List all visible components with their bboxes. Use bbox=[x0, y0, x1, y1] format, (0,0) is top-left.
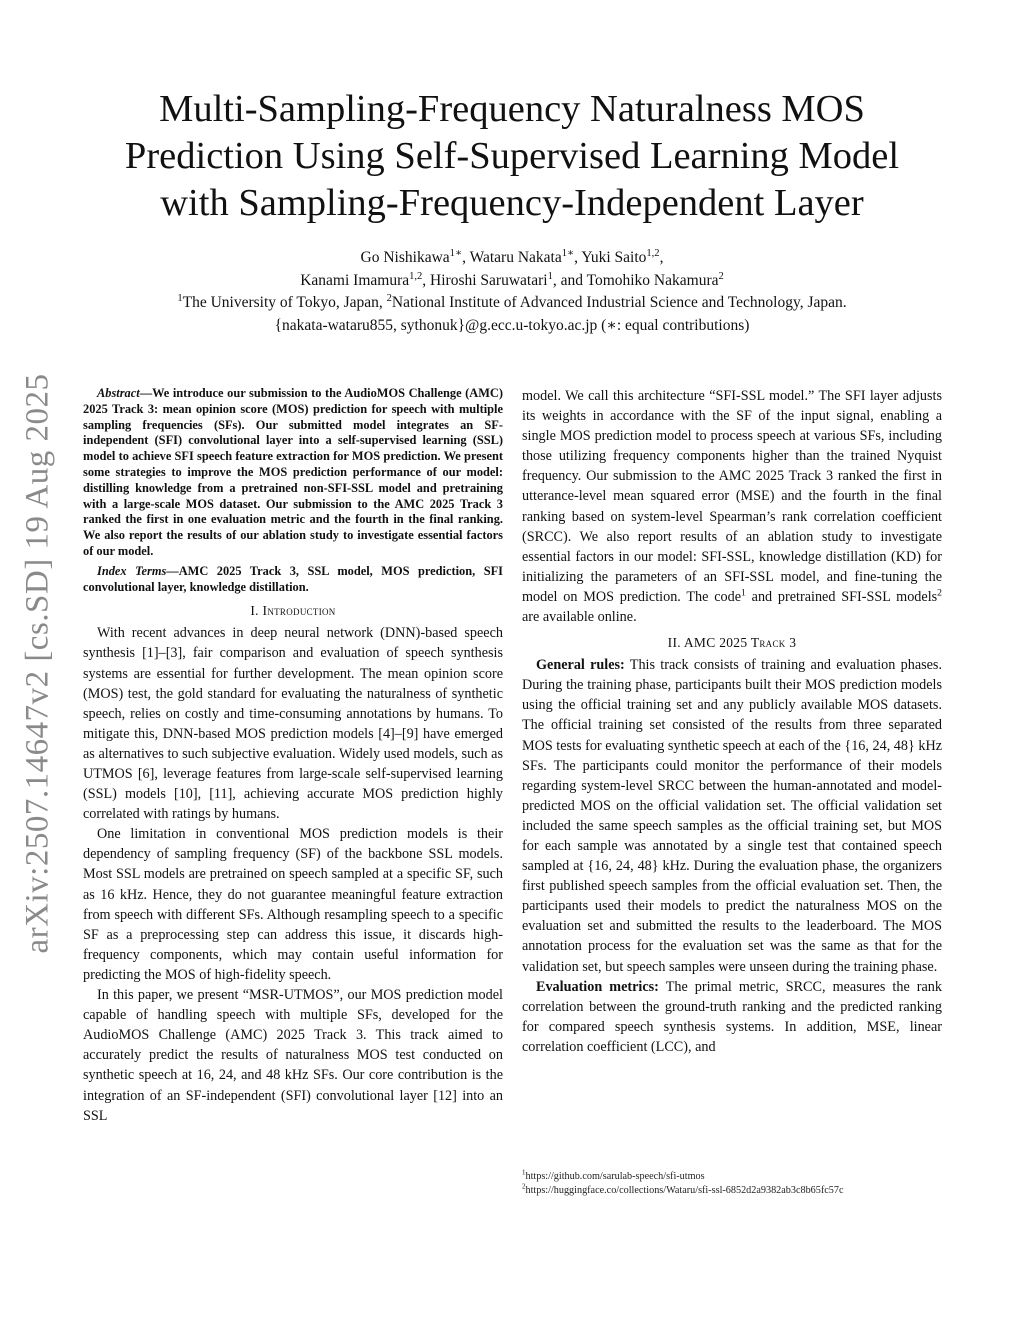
author-name: Go Nishikawa bbox=[360, 249, 450, 266]
author-line-1: Go Nishikawa$^{1∗}$, Wataru Nakata$^{1∗}$, Yuki Saito$^{1,2}$, bbox=[360, 247, 664, 266]
footnotes bbox=[522, 1170, 962, 1198]
paragraph-text: model. We call this architecture “SFI-SSL model.” The SFI layer adjusts its weights in accordance with the SF of the input signal, enabling a single MOS prediction model to process speech at various SFs, including those utilizing frequency components higher than the trained Nyquist frequency. Our submission to the AMC 2025 Track 3 ranked the first in utterance-level mean squared error (MSE) and the fourth in the final ranking based on system-level Spearman’s rank correlation coefficient (SRCC). We also report results of an ablation study to investigate essential factors in our model: SFI-SSL, knowledge distillation (KD) for initializing the parameters of an SFI-SSL model, and fine-tuning the model on MOS prediction. The code bbox=[522, 388, 942, 605]
author-line-2: Kanami Imamura$^{1,2}$, Hiroshi Saruwatari$^1$, and Tomohiko Nakamura$^2$ bbox=[300, 270, 724, 289]
footnote-mark: 2 bbox=[522, 1183, 526, 1191]
arxiv-identifier-stamp bbox=[10, 368, 66, 958]
intro-paragraph-3-continued bbox=[522, 386, 942, 627]
footnote-2-link[interactable]: https://huggingface.co/collections/Wataru/sfi-ssl-6852d2a9382ab3c8b65fc57c bbox=[525, 1185, 844, 1196]
author-emails: {nakata-wataru855, sythonuk}@g.ecc.u-tokyo.ac.jp (∗: equal contributions) bbox=[274, 316, 750, 334]
footnote-1-link[interactable]: https://github.com/sarulab-speech/sfi-utmos bbox=[525, 1171, 705, 1182]
paragraph-text: are available online. bbox=[522, 609, 637, 626]
index-terms-label: Index Terms bbox=[97, 563, 167, 578]
affiliation-1: The University of Tokyo, Japan, bbox=[182, 294, 387, 311]
author-affiliation-mark: 1 bbox=[547, 270, 553, 282]
intro-paragraph-1: With recent advances in deep neural network (DNN)-based speech synthesis [1]–[3], fair comparison and evaluation of speech synthesis systems are essential for further development. The mean opinion score (MOS) test, the gold standard for evaluating the naturalness of synthetic speech, relies on costly and time-consuming annotations by humans. To mitigate this, DNN-based MOS prediction models [4]–[9] have emerged as alternatives to such subjective evaluation. Widely used models, such as UTMOS [6], leverage features from large-scale self-supervised learning (SSL) models [10], [11], achieving accurate MOS prediction highly correlated with ratings by humans. bbox=[83, 625, 503, 823]
index-terms-text: —AMC 2025 Track 3, SSL model, MOS prediction, SFI convolutional layer, knowledge distillation. bbox=[83, 563, 503, 594]
author-block bbox=[80, 247, 944, 337]
abstract-text: —We introduce our submission to the AudioMOS Challenge (AMC) 2025 Track 3: mean opinion score (MOS) prediction for speech with multiple sampling frequencies (SFs). Our submitted model integrates an SF-independent (SFI) convolutional layer into a self-supervised learning (SSL) model to achieve SFI speech feature extraction for MOS prediction. We present some strategies to improve the MOS prediction performance of our model: distilling knowledge from a pretrained non-SFI-SSL model and pretraining with a large-scale MOS dataset. Our submission to the AMC 2025 Track 3 ranked the first in one evaluation metric and the fourth in the final ranking. We also report the results of our ablation study to investigate essential factors of our model. bbox=[83, 386, 503, 558]
title-line-3: with Sampling-Frequency-Independent Layer bbox=[160, 182, 864, 224]
footnote-mark: 1 bbox=[741, 587, 746, 599]
left-column bbox=[83, 386, 503, 1126]
general-rules-text: This track consists of training and evaluation phases. During the training phase, participants built their MOS prediction models using the official training set and any publicly available MOS datasets. The official training set consisted of the results from three separated MOS tests for evaluating synthetic speech at each of the {16, 24, 48} kHz SFs. The participants could monitor the performance of their models regarding system-level SRCC between the human-annotated and model-predicted MOS on the official validation set. The official validation set included the same speech samples as the official training set, but MOS for each sample was annotated by a single test that contained speech sampled at {16, 24, 48} kHz. During the evaluation phase, the organizers first published speech samples from the official evaluation set. Then, the participants used their models to predict the naturalness MOS on the evaluation set and submitted the results to the leaderboard. The MOS annotation process for the evaluation set was the same as that for the validation set, but speech samples were unseen during the training phase. bbox=[522, 657, 942, 975]
affiliation-2: National Institute of Advanced Industrial Science and Technology, Japan. bbox=[391, 294, 847, 311]
author-name: Kanami Imamura bbox=[300, 271, 410, 289]
author-affiliation-mark: 2 bbox=[718, 270, 724, 282]
general-rules-paragraph bbox=[522, 655, 942, 977]
evaluation-metrics-paragraph bbox=[522, 977, 942, 1057]
footnote-2 bbox=[522, 1184, 962, 1198]
evaluation-metrics-label: Evaluation metrics: bbox=[536, 978, 659, 995]
author-affiliation-mark: 1∗ bbox=[561, 247, 575, 259]
footnote-1 bbox=[522, 1170, 962, 1184]
affiliations-line bbox=[80, 292, 944, 315]
evaluation-metrics-text: The primal metric, SRCC, measures the rank correlation between the ground-truth ranking and the predicted ranking for compared speech synthesis systems. In addition, MSE, linear correlation coefficient (LCC), and bbox=[522, 978, 942, 1055]
section-heading-introduction: I. Introduction bbox=[250, 603, 336, 619]
author-affiliation-mark: 1,2 bbox=[646, 247, 660, 259]
abstract-label: Abstract bbox=[97, 386, 140, 400]
arxiv-identifier-text: arXiv:2507.14647v2 [cs.SD] 19 Aug 2025 bbox=[19, 373, 56, 953]
general-rules-label: General rules: bbox=[536, 657, 625, 674]
author-affiliation-mark: 1∗ bbox=[449, 247, 463, 259]
footnote-mark: 1 bbox=[522, 1169, 526, 1177]
affiliation-mark: 1 bbox=[177, 292, 183, 304]
author-affiliation-mark: 1,2 bbox=[409, 270, 423, 282]
paper-title bbox=[80, 86, 944, 227]
title-line-2: Prediction Using Self-Supervised Learning Model bbox=[124, 135, 900, 177]
author-name: Tomohiko Nakamura bbox=[586, 271, 719, 289]
section-heading-amc-track-3: II. AMC 2025 Track 3 bbox=[667, 635, 797, 651]
affiliation-mark: 2 bbox=[386, 292, 392, 304]
title-line-1: Multi-Sampling-Frequency Naturalness MOS bbox=[159, 88, 865, 130]
author-name: Wataru Nakata bbox=[469, 249, 562, 266]
author-name: Hiroshi Saruwatari bbox=[430, 271, 548, 289]
intro-paragraph-2: One limitation in conventional MOS prediction models is their dependency of sampling frequency (SF) of the backbone SSL models. Most SSL models are pretrained on speech sampled at a specific SF, such as 16 kHz. Hence, they do not guarantee meaningful feature extraction from speech with different SFs. Although resampling speech to a specific SF as a preprocessing step can address this issue, it discards high-frequency components, which may contain useful information for predicting the MOS of high-fidelity speech. bbox=[83, 826, 503, 983]
abstract bbox=[83, 386, 503, 560]
paragraph-text: and pretrained SFI-SSL models bbox=[745, 588, 938, 605]
right-column bbox=[522, 386, 942, 1057]
footnote-mark: 2 bbox=[937, 587, 942, 599]
intro-paragraph-3: In this paper, we present “MSR-UTMOS”, our MOS prediction model capable of handling speech with multiple SFs, developed for the AudioMOS Challenge (AMC) 2025 Track 3. This track aimed to accurately predict the results of naturalness MOS test conducted on synthetic speech at 16, 24, and 48 kHz SFs. Our core contribution is the integration of an SF-independent (SFI) convolutional layer [12] into an SSL bbox=[83, 987, 503, 1124]
author-name: Yuki Saito bbox=[581, 249, 647, 266]
index-terms bbox=[83, 564, 503, 596]
